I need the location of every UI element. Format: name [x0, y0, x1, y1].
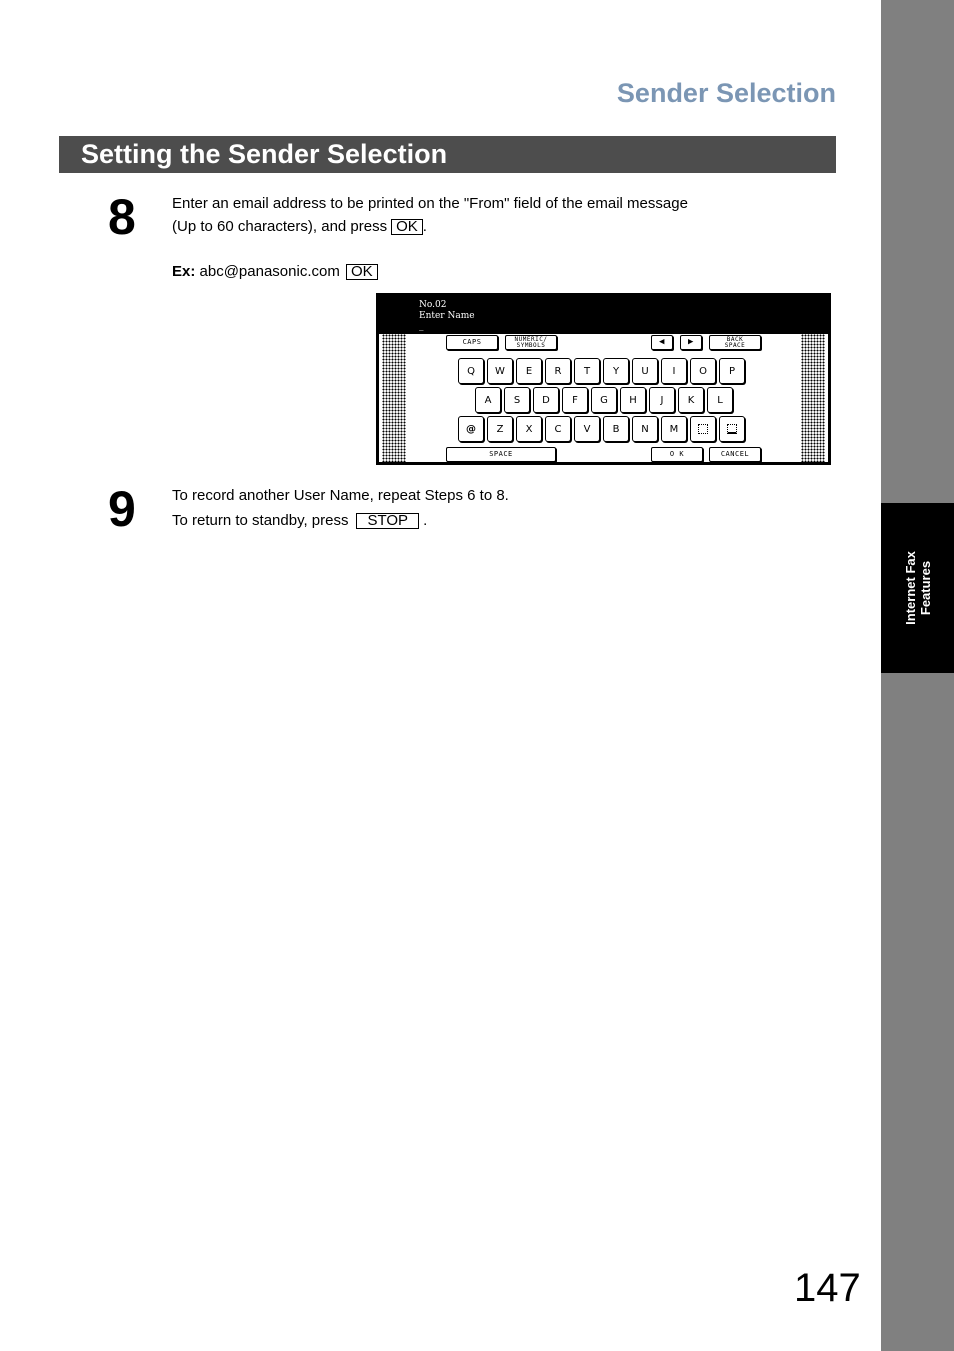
example-ok-key-label: OK — [346, 264, 378, 280]
key-e[interactable]: E — [516, 358, 542, 384]
chapter-tab-line1: Internet Fax — [902, 551, 918, 625]
chapter-tab-line2: Features — [917, 560, 933, 616]
key-c[interactable]: C — [545, 416, 571, 442]
screen-pattern-right — [801, 334, 825, 462]
screen-cursor: _ — [419, 321, 424, 331]
left-arrow-icon[interactable]: ◀ — [651, 335, 673, 350]
key-k[interactable]: K — [678, 387, 704, 413]
key-y[interactable]: Y — [603, 358, 629, 384]
example-value: abc@panasonic.com — [199, 263, 340, 280]
ok-key-label: OK — [391, 219, 423, 235]
page-heading: Setting the Sender Selection — [81, 139, 448, 169]
underscore-box-icon — [727, 424, 737, 434]
symbols-label: SYMBOLS — [516, 341, 546, 349]
key-t[interactable]: T — [574, 358, 600, 384]
key-n[interactable]: N — [632, 416, 658, 442]
ok-button[interactable]: O K — [651, 447, 703, 462]
key-g[interactable]: G — [591, 387, 617, 413]
numeric-symbols-button[interactable] — [505, 335, 557, 350]
step-8-number: 8 — [108, 189, 136, 245]
step-8-line2-end: . — [422, 218, 427, 235]
key-a[interactable]: A — [475, 387, 501, 413]
key-d[interactable]: D — [533, 387, 559, 413]
key-v[interactable]: V — [574, 416, 600, 442]
key-z[interactable]: Z — [487, 416, 513, 442]
back-label: BACK — [726, 335, 744, 343]
key-u[interactable]: U — [632, 358, 658, 384]
section-title: Sender Selection — [616, 78, 836, 108]
key-q[interactable]: Q — [458, 358, 484, 384]
key-underscore-icon[interactable] — [719, 416, 745, 442]
cancel-button[interactable]: CANCEL — [709, 447, 761, 462]
step-8-example — [172, 260, 378, 283]
screen-line1: No.02 — [419, 300, 447, 310]
screen-header — [379, 296, 828, 334]
key-j[interactable]: J — [649, 387, 675, 413]
step-9-line1: To record another User Name, repeat Steps 6 to 8. — [172, 487, 509, 504]
key-r[interactable]: R — [545, 358, 571, 384]
side-bar — [881, 0, 954, 1351]
page-number: 147 — [794, 1266, 861, 1310]
step-9-line2-end: . — [423, 512, 428, 529]
screen-line2: Enter Name — [419, 311, 475, 321]
heading-bar — [59, 136, 836, 173]
key-i[interactable]: I — [661, 358, 687, 384]
key-h[interactable]: H — [620, 387, 646, 413]
chapter-tab-label — [903, 551, 933, 625]
space-label: SPACE — [724, 341, 746, 349]
key-o[interactable]: O — [690, 358, 716, 384]
key-l[interactable]: L — [707, 387, 733, 413]
numeric-label: NUMERIC/ — [514, 335, 548, 343]
key-p[interactable]: P — [719, 358, 745, 384]
right-arrow-icon[interactable]: ▶ — [680, 335, 702, 350]
backspace-button[interactable] — [709, 335, 761, 350]
key-f[interactable]: F — [562, 387, 588, 413]
touch-screen — [376, 293, 831, 465]
key-s[interactable]: S — [504, 387, 530, 413]
touch-screen-panel — [379, 296, 828, 462]
example-label: Ex: — [172, 263, 196, 280]
space-button[interactable]: SPACE — [446, 447, 556, 462]
key-w[interactable]: W — [487, 358, 513, 384]
key-m[interactable]: M — [661, 416, 687, 442]
chapter-tab — [881, 503, 954, 673]
step-8-line1: Enter an email address to be printed on the "From" field of the email message — [172, 195, 688, 212]
stop-key-label: STOP — [356, 513, 419, 529]
key-at[interactable]: @ — [458, 416, 484, 442]
step-9-number: 9 — [108, 481, 136, 537]
step-8-line2-text: (Up to 60 characters), and press — [172, 218, 388, 235]
key-dot-icon[interactable] — [690, 416, 716, 442]
screen-pattern-left — [382, 334, 406, 462]
key-x[interactable]: X — [516, 416, 542, 442]
key-b[interactable]: B — [603, 416, 629, 442]
caps-button[interactable]: CAPS — [446, 335, 498, 350]
step-9-line2-text: To return to standby, press — [172, 512, 349, 529]
dotted-box-icon — [698, 424, 708, 434]
step-9-line2 — [172, 509, 427, 532]
step-8-line2 — [172, 215, 427, 238]
